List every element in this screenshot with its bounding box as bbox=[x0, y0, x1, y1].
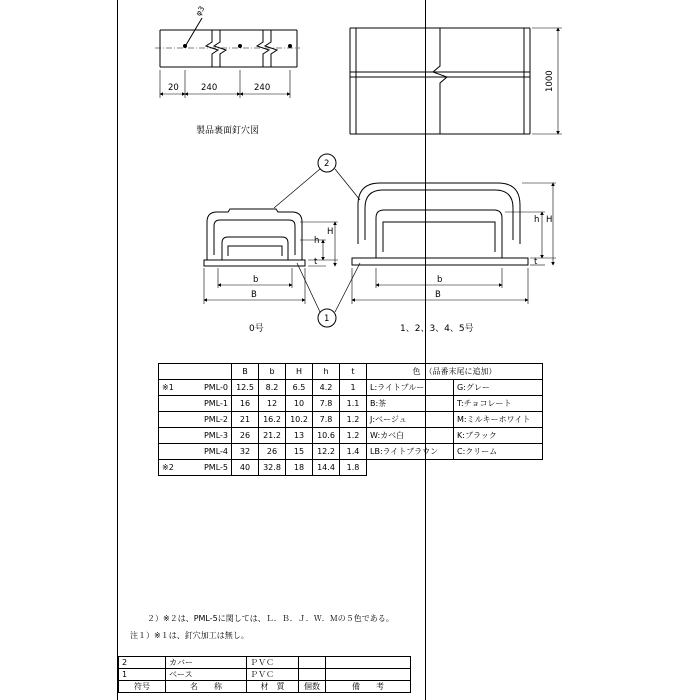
note-1: 注１）※１は、釘穴加工は無し。 bbox=[130, 631, 249, 640]
header-qty: 個数 bbox=[299, 681, 326, 693]
table-row: PML-1 16 12 10 7.8 1.1 B:茶 T:チョコレート bbox=[159, 396, 543, 412]
type0-B-label: B bbox=[251, 290, 257, 300]
pitch-dim-second: 240 bbox=[201, 83, 218, 93]
spec-header-row bbox=[159, 364, 543, 380]
table-row: PML-2 21 16.2 10.2 7.8 1.2 J:ベージュ M:ミルキーホワイト bbox=[159, 412, 543, 428]
header-color: 色 （品番末尾に追加） bbox=[367, 364, 543, 380]
type1-h-label: h bbox=[534, 215, 540, 225]
type1-B-label: B bbox=[435, 290, 441, 300]
header-material: 材 質 bbox=[247, 681, 299, 693]
table-row: PML-4 32 26 15 12.2 1.4 LB:ライトブラウン C:クリーム bbox=[159, 444, 543, 460]
table-row: 1 ベース ＰＶＣ bbox=[119, 669, 411, 681]
type1-H-label: H bbox=[546, 215, 553, 225]
length-dim: 1000 bbox=[545, 70, 555, 92]
table-row: ※1 PML-0 12.5 8.2 6.5 4.2 1 L:ライトブルー G:グレー bbox=[159, 380, 543, 396]
caption-type1to5: 1、2、3、4、5号 bbox=[400, 324, 474, 334]
note-2: ２）※２は、PML-5に関しては、Ｌ．Ｂ．Ｊ．Ｗ．Ｍの５色である。 bbox=[147, 614, 394, 623]
pitch-dim-third: 240 bbox=[254, 83, 271, 93]
balloon-cover-label: 2 bbox=[324, 159, 330, 169]
header-h: h bbox=[313, 364, 340, 380]
length-view bbox=[350, 28, 562, 134]
type1-b-label: b bbox=[437, 275, 443, 285]
header-H: H bbox=[286, 364, 313, 380]
section-type0 bbox=[204, 209, 338, 304]
type0-b-label: b bbox=[253, 275, 259, 285]
type0-t-label: t bbox=[314, 257, 318, 267]
table-row: 2 カバー ＰＶＣ bbox=[119, 657, 411, 669]
nail-hole-caption: 製品裏面釘穴図 bbox=[196, 126, 260, 136]
table-row: PML-3 26 21.2 13 10.6 1.2 W:カベ白 K:ブラック bbox=[159, 428, 543, 444]
header-b: b bbox=[259, 364, 286, 380]
parts-table bbox=[118, 656, 411, 693]
spec-table bbox=[158, 363, 543, 476]
section-type1to5 bbox=[352, 183, 556, 304]
header-B: B bbox=[232, 364, 259, 380]
header-name: 名 称 bbox=[166, 681, 247, 693]
diameter-label: φ3 bbox=[193, 4, 207, 18]
header-no: 符号 bbox=[119, 681, 166, 693]
pitch-dim-first: 20 bbox=[168, 83, 179, 93]
caption-type0: 0号 bbox=[249, 324, 264, 334]
parts-header-row bbox=[119, 681, 411, 693]
table-row: ※2 PML-5 40 32.8 18 14.4 1.8 bbox=[159, 460, 543, 476]
type0-h-label: h bbox=[314, 236, 320, 246]
balloon-base-label: 1 bbox=[324, 314, 330, 324]
header-remarks: 備 考 bbox=[326, 681, 411, 693]
type1-t-label: t bbox=[534, 257, 538, 267]
type0-H-label: H bbox=[327, 227, 334, 237]
header-t: t bbox=[340, 364, 367, 380]
